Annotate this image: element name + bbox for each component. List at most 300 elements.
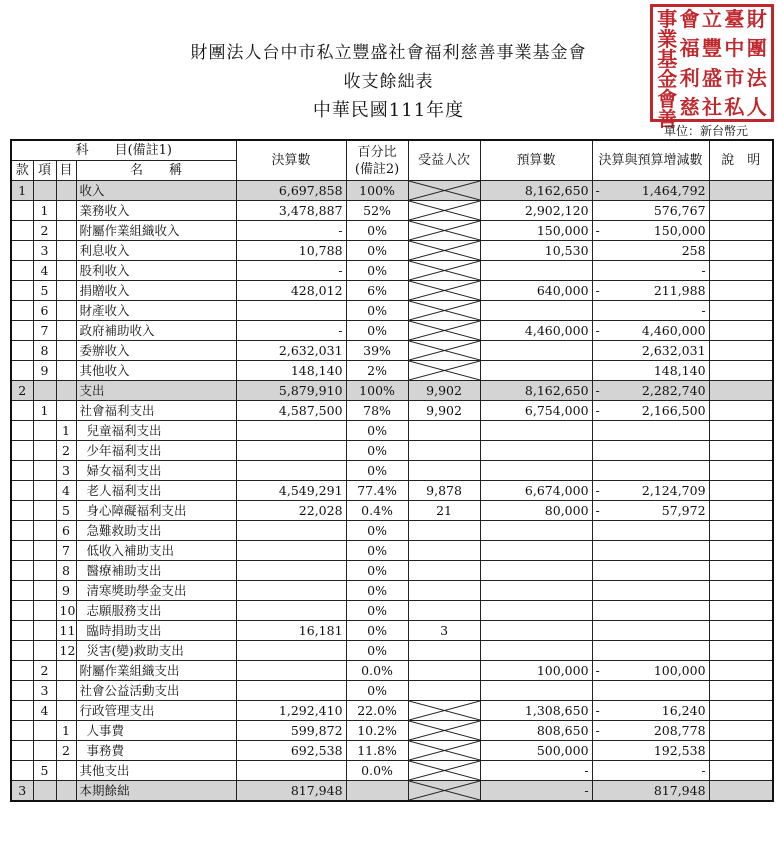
diff-cell (592, 381, 709, 401)
cross-mark (409, 701, 480, 720)
table-row (11, 561, 773, 581)
budget-cell: 100,000 (480, 661, 592, 681)
diff-value: 211,988 (653, 283, 706, 298)
budget-cell: - (480, 781, 592, 802)
item-name: 其他支出 (76, 761, 236, 781)
item-name: 急難救助支出 (76, 521, 236, 541)
diff-value: 57,972 (661, 503, 706, 518)
xiang-cell (33, 641, 56, 661)
xiang-cell (33, 441, 56, 461)
pct-cell: 100% (346, 181, 408, 201)
minus-sign: - (595, 223, 600, 238)
mu-cell: 8 (56, 561, 76, 581)
note-cell (709, 781, 773, 802)
kuan-cell (11, 481, 33, 501)
mu-cell (56, 221, 76, 241)
diff-cell: 192,538 (592, 741, 709, 761)
xiang-cell (33, 621, 56, 641)
pct-cell: 0% (346, 561, 408, 581)
mu-cell (56, 781, 76, 802)
budget-cell (480, 441, 592, 461)
pct-cell: 0% (346, 541, 408, 561)
mu-cell: 1 (56, 721, 76, 741)
pct-cell (346, 781, 408, 802)
mu-header: 目 (56, 161, 76, 181)
table-row (11, 581, 773, 601)
pct-cell: 0% (346, 521, 408, 541)
kuan-cell (11, 401, 33, 421)
diff-value: 100,000 (653, 663, 706, 678)
xiang-cell (33, 381, 56, 401)
pct-cell: 0% (346, 241, 408, 261)
note-cell (709, 601, 773, 621)
mu-cell: 2 (56, 741, 76, 761)
diff-cell (592, 641, 709, 661)
table-row (11, 621, 773, 641)
budget-cell: 8,162,650 (480, 381, 592, 401)
crossed-out-cell (408, 261, 480, 281)
item-name: 臨時捐助支出 (76, 621, 236, 641)
mu-cell: 7 (56, 541, 76, 561)
note-cell (709, 421, 773, 441)
note-cell (709, 261, 773, 281)
pct-cell: 0% (346, 641, 408, 661)
diff-cell (592, 181, 709, 201)
diff-cell (592, 601, 709, 621)
actual-cell (236, 581, 346, 601)
name-header: 名 稱 (76, 161, 236, 181)
subject-header: 科 目(備註1) (11, 140, 236, 161)
note-cell (709, 701, 773, 721)
actual-cell (236, 541, 346, 561)
diff-cell: 576,767 (592, 201, 709, 221)
diff-cell: 2,632,031 (592, 341, 709, 361)
actual-cell (236, 641, 346, 661)
org-title: 財團法人台中市私立豐盛社會福利慈善事業基金會 (190, 43, 587, 63)
pct-header: 百分比(備註2) (346, 140, 408, 181)
mu-cell (56, 361, 76, 381)
crossed-out-cell (408, 721, 480, 741)
budget-cell: 80,000 (480, 501, 592, 521)
note-cell (709, 301, 773, 321)
mu-cell: 6 (56, 521, 76, 541)
table-row (11, 681, 773, 701)
xiang-cell (33, 541, 56, 561)
diff-value: 16,240 (661, 703, 706, 718)
diff-cell (592, 221, 709, 241)
diff-value: 208,778 (653, 723, 706, 738)
pct-cell: 0% (346, 441, 408, 461)
diff-cell (592, 281, 709, 301)
mu-cell (56, 701, 76, 721)
actual-cell: 2,632,031 (236, 341, 346, 361)
diff-cell (592, 541, 709, 561)
crossed-out-cell (408, 321, 480, 341)
note-cell (709, 741, 773, 761)
table-row (11, 521, 773, 541)
item-name: 利息收入 (76, 241, 236, 261)
xiang-cell (33, 501, 56, 521)
kuan-cell: 2 (11, 381, 33, 401)
pct-cell: 0% (346, 221, 408, 241)
kuan-cell (11, 761, 33, 781)
budget-cell (480, 641, 592, 661)
note-cell (709, 561, 773, 581)
xiang-cell (33, 721, 56, 741)
item-name: 低收入補助支出 (76, 541, 236, 561)
beneficiaries-cell: 3 (408, 621, 480, 641)
cross-mark (409, 281, 480, 300)
minus-sign: - (595, 183, 600, 198)
actual-cell: 428,012 (236, 281, 346, 301)
crossed-out-cell (408, 761, 480, 781)
xiang-cell: 2 (33, 221, 56, 241)
kuan-header: 款 (11, 161, 33, 181)
actual-cell: - (236, 221, 346, 241)
pct-cell: 39% (346, 341, 408, 361)
pct-cell: 0% (346, 261, 408, 281)
item-name: 清寒獎助學金支出 (76, 581, 236, 601)
crossed-out-cell (408, 281, 480, 301)
beneficiaries-header: 受益人次 (408, 140, 480, 181)
crossed-out-cell (408, 341, 480, 361)
table-row (11, 481, 773, 501)
actual-cell (236, 561, 346, 581)
budget-cell: 2,902,120 (480, 201, 592, 221)
budget-header: 預算數 (480, 140, 592, 181)
diff-cell (592, 461, 709, 481)
currency-unit: 單位：新台幣元 (664, 124, 749, 138)
mu-cell: 10 (56, 601, 76, 621)
mu-cell: 1 (56, 421, 76, 441)
note-cell (709, 361, 773, 381)
xiang-cell (33, 601, 56, 621)
actual-header: 決算數 (236, 140, 346, 181)
xiang-cell (33, 741, 56, 761)
note-cell (709, 761, 773, 781)
note-cell (709, 641, 773, 661)
seal-column: 財 團 法 人 (746, 7, 767, 119)
xiang-cell: 8 (33, 341, 56, 361)
table-row (11, 321, 773, 341)
mu-cell: 12 (56, 641, 76, 661)
diff-cell: 258 (592, 241, 709, 261)
budget-cell: 1,308,650 (480, 701, 592, 721)
note-cell (709, 241, 773, 261)
beneficiaries-cell (408, 541, 480, 561)
kuan-cell (11, 241, 33, 261)
table-row (11, 201, 773, 221)
kuan-cell (11, 261, 33, 281)
minus-sign: - (595, 503, 600, 518)
minus-sign: - (595, 403, 600, 418)
actual-cell: 5,879,910 (236, 381, 346, 401)
pct-cell: 0% (346, 581, 408, 601)
xiang-cell (33, 781, 56, 802)
kuan-cell (11, 421, 33, 441)
actual-cell: 4,587,500 (236, 401, 346, 421)
kuan-cell: 3 (11, 781, 33, 802)
mu-cell: 4 (56, 481, 76, 501)
kuan-cell (11, 741, 33, 761)
diff-value: 150,000 (653, 223, 706, 238)
xiang-cell (33, 181, 56, 201)
note-cell (709, 441, 773, 461)
seal-column: 會 福 利 慈 (679, 7, 700, 119)
mu-cell (56, 381, 76, 401)
kuan-cell (11, 341, 33, 361)
mu-cell (56, 681, 76, 701)
pct-cell: 78% (346, 401, 408, 421)
mu-cell: 11 (56, 621, 76, 641)
cross-mark (409, 781, 480, 800)
cross-mark (409, 721, 480, 740)
diff-cell (592, 561, 709, 581)
item-name: 本期餘絀 (76, 781, 236, 802)
beneficiaries-cell: 21 (408, 501, 480, 521)
actual-cell: 817,948 (236, 781, 346, 802)
item-name: 捐贈收入 (76, 281, 236, 301)
table-row (11, 641, 773, 661)
budget-cell: - (480, 761, 592, 781)
table-row (11, 421, 773, 441)
item-name: 財產收入 (76, 301, 236, 321)
xiang-cell: 2 (33, 661, 56, 681)
item-name: 政府補助收入 (76, 321, 236, 341)
xiang-cell (33, 521, 56, 541)
beneficiaries-cell (408, 641, 480, 661)
item-name: 社會公益活動支出 (76, 681, 236, 701)
mu-cell (56, 281, 76, 301)
pct-cell: 0% (346, 421, 408, 441)
actual-cell (236, 521, 346, 541)
actual-cell: 692,538 (236, 741, 346, 761)
beneficiaries-cell (408, 441, 480, 461)
xiang-cell: 3 (33, 241, 56, 261)
mu-cell: 2 (56, 441, 76, 461)
pct-cell: 0% (346, 681, 408, 701)
xiang-cell: 1 (33, 201, 56, 221)
pct-cell: 0% (346, 461, 408, 481)
note-cell (709, 501, 773, 521)
kuan-cell (11, 561, 33, 581)
kuan-cell (11, 361, 33, 381)
diff-cell (592, 621, 709, 641)
budget-cell (480, 261, 592, 281)
kuan-cell (11, 501, 33, 521)
kuan-cell (11, 461, 33, 481)
table-row (11, 661, 773, 681)
minus-sign: - (595, 663, 600, 678)
item-name: 人事費 (76, 721, 236, 741)
item-name: 志願服務支出 (76, 601, 236, 621)
minus-sign: - (595, 323, 600, 338)
diff-cell (592, 681, 709, 701)
table-row (11, 341, 773, 361)
crossed-out-cell (408, 701, 480, 721)
xiang-cell: 5 (33, 761, 56, 781)
item-name: 事務費 (76, 741, 236, 761)
cross-mark (409, 221, 480, 240)
pct-cell: 0% (346, 621, 408, 641)
pct-cell: 6% (346, 281, 408, 301)
actual-cell: - (236, 261, 346, 281)
beneficiaries-cell: 9,902 (408, 381, 480, 401)
table-row (11, 261, 773, 281)
note-cell (709, 621, 773, 641)
xiang-cell: 6 (33, 301, 56, 321)
cross-mark (409, 201, 480, 220)
year-title: 中華民國111年度 (312, 100, 465, 121)
cross-mark (409, 361, 480, 380)
table-row (11, 401, 773, 421)
diff-cell (592, 521, 709, 541)
budget-cell (480, 461, 592, 481)
note-cell (709, 221, 773, 241)
actual-cell (236, 761, 346, 781)
note-cell (709, 461, 773, 481)
xiang-header: 項 (33, 161, 56, 181)
beneficiaries-cell (408, 681, 480, 701)
actual-cell: 6,697,858 (236, 181, 346, 201)
seal-column: 臺 中 市 私 (724, 7, 745, 119)
diff-cell: 148,140 (592, 361, 709, 381)
pct-cell: 0.0% (346, 761, 408, 781)
mu-cell (56, 261, 76, 281)
mu-cell: 5 (56, 501, 76, 521)
table-row (11, 301, 773, 321)
budget-cell (480, 301, 592, 321)
actual-cell (236, 441, 346, 461)
item-name: 附屬作業組織支出 (76, 661, 236, 681)
cross-mark (409, 241, 480, 260)
item-name: 少年福利支出 (76, 441, 236, 461)
item-name: 醫療補助支出 (76, 561, 236, 581)
mu-cell (56, 341, 76, 361)
table-row (11, 601, 773, 621)
xiang-cell (33, 421, 56, 441)
item-name: 收入 (76, 181, 236, 201)
item-name: 股利收入 (76, 261, 236, 281)
crossed-out-cell (408, 301, 480, 321)
diff-cell (592, 441, 709, 461)
pct-cell: 0% (346, 301, 408, 321)
mu-cell (56, 661, 76, 681)
kuan-cell (11, 601, 33, 621)
crossed-out-cell (408, 361, 480, 381)
beneficiaries-cell (408, 581, 480, 601)
cross-mark (409, 261, 480, 280)
budget-cell: 6,674,000 (480, 481, 592, 501)
diff-cell (592, 481, 709, 501)
mu-cell: 9 (56, 581, 76, 601)
kuan-cell (11, 641, 33, 661)
note-cell (709, 661, 773, 681)
item-name: 災害(變)救助支出 (76, 641, 236, 661)
kuan-cell: 1 (11, 181, 33, 201)
actual-cell: - (236, 321, 346, 341)
pct-cell: 0.0% (346, 661, 408, 681)
minus-sign: - (595, 723, 600, 738)
beneficiaries-cell: 9,902 (408, 401, 480, 421)
crossed-out-cell (408, 181, 480, 201)
income-expense-table (10, 139, 774, 802)
kuan-cell (11, 221, 33, 241)
pct-cell: 0% (346, 601, 408, 621)
note-cell (709, 681, 773, 701)
note-cell (709, 401, 773, 421)
item-name: 業務收入 (76, 201, 236, 221)
item-name: 其他收入 (76, 361, 236, 381)
actual-cell: 10,788 (236, 241, 346, 261)
xiang-cell: 9 (33, 361, 56, 381)
xiang-cell: 4 (33, 701, 56, 721)
budget-cell (480, 621, 592, 641)
table-row (11, 381, 773, 401)
seal-column: 事 業 基 金 會 善 (657, 7, 678, 131)
diff-header: 決算與預算增減數 (592, 140, 709, 181)
budget-cell: 808,650 (480, 721, 592, 741)
item-name: 老人福利支出 (76, 481, 236, 501)
kuan-cell (11, 541, 33, 561)
diff-cell (592, 501, 709, 521)
pct-cell: 100% (346, 381, 408, 401)
cross-mark (409, 181, 480, 200)
kuan-cell (11, 301, 33, 321)
item-name: 附屬作業組織收入 (76, 221, 236, 241)
table-row (11, 721, 773, 741)
item-name: 婦女福利支出 (76, 461, 236, 481)
table-row (11, 741, 773, 761)
actual-cell (236, 661, 346, 681)
diff-value: 1,464,792 (641, 183, 706, 198)
crossed-out-cell (408, 781, 480, 802)
note-cell (709, 281, 773, 301)
pct-cell: 52% (346, 201, 408, 221)
note-header: 說 明 (709, 140, 773, 181)
note-cell (709, 181, 773, 201)
budget-cell (480, 601, 592, 621)
kuan-cell (11, 441, 33, 461)
note-cell (709, 321, 773, 341)
table-row (11, 181, 773, 201)
diff-value: 2,282,740 (641, 383, 706, 398)
pct-cell: 0.4% (346, 501, 408, 521)
xiang-cell: 7 (33, 321, 56, 341)
minus-sign: - (595, 383, 600, 398)
diff-cell (592, 421, 709, 441)
table-row (11, 241, 773, 261)
diff-cell: 817,948 (592, 781, 709, 802)
budget-cell: 150,000 (480, 221, 592, 241)
diff-value: 2,124,709 (641, 483, 706, 498)
diff-cell: - (592, 761, 709, 781)
cross-mark (409, 761, 480, 780)
diff-cell (592, 581, 709, 601)
table-row (11, 781, 773, 802)
table-row (11, 701, 773, 721)
beneficiaries-cell (408, 661, 480, 681)
pct-cell: 77.4% (346, 481, 408, 501)
beneficiaries-cell (408, 461, 480, 481)
budget-cell: 640,000 (480, 281, 592, 301)
budget-cell: 500,000 (480, 741, 592, 761)
actual-cell (236, 301, 346, 321)
mu-cell (56, 181, 76, 201)
note-cell (709, 581, 773, 601)
actual-cell: 148,140 (236, 361, 346, 381)
budget-cell: 4,460,000 (480, 321, 592, 341)
